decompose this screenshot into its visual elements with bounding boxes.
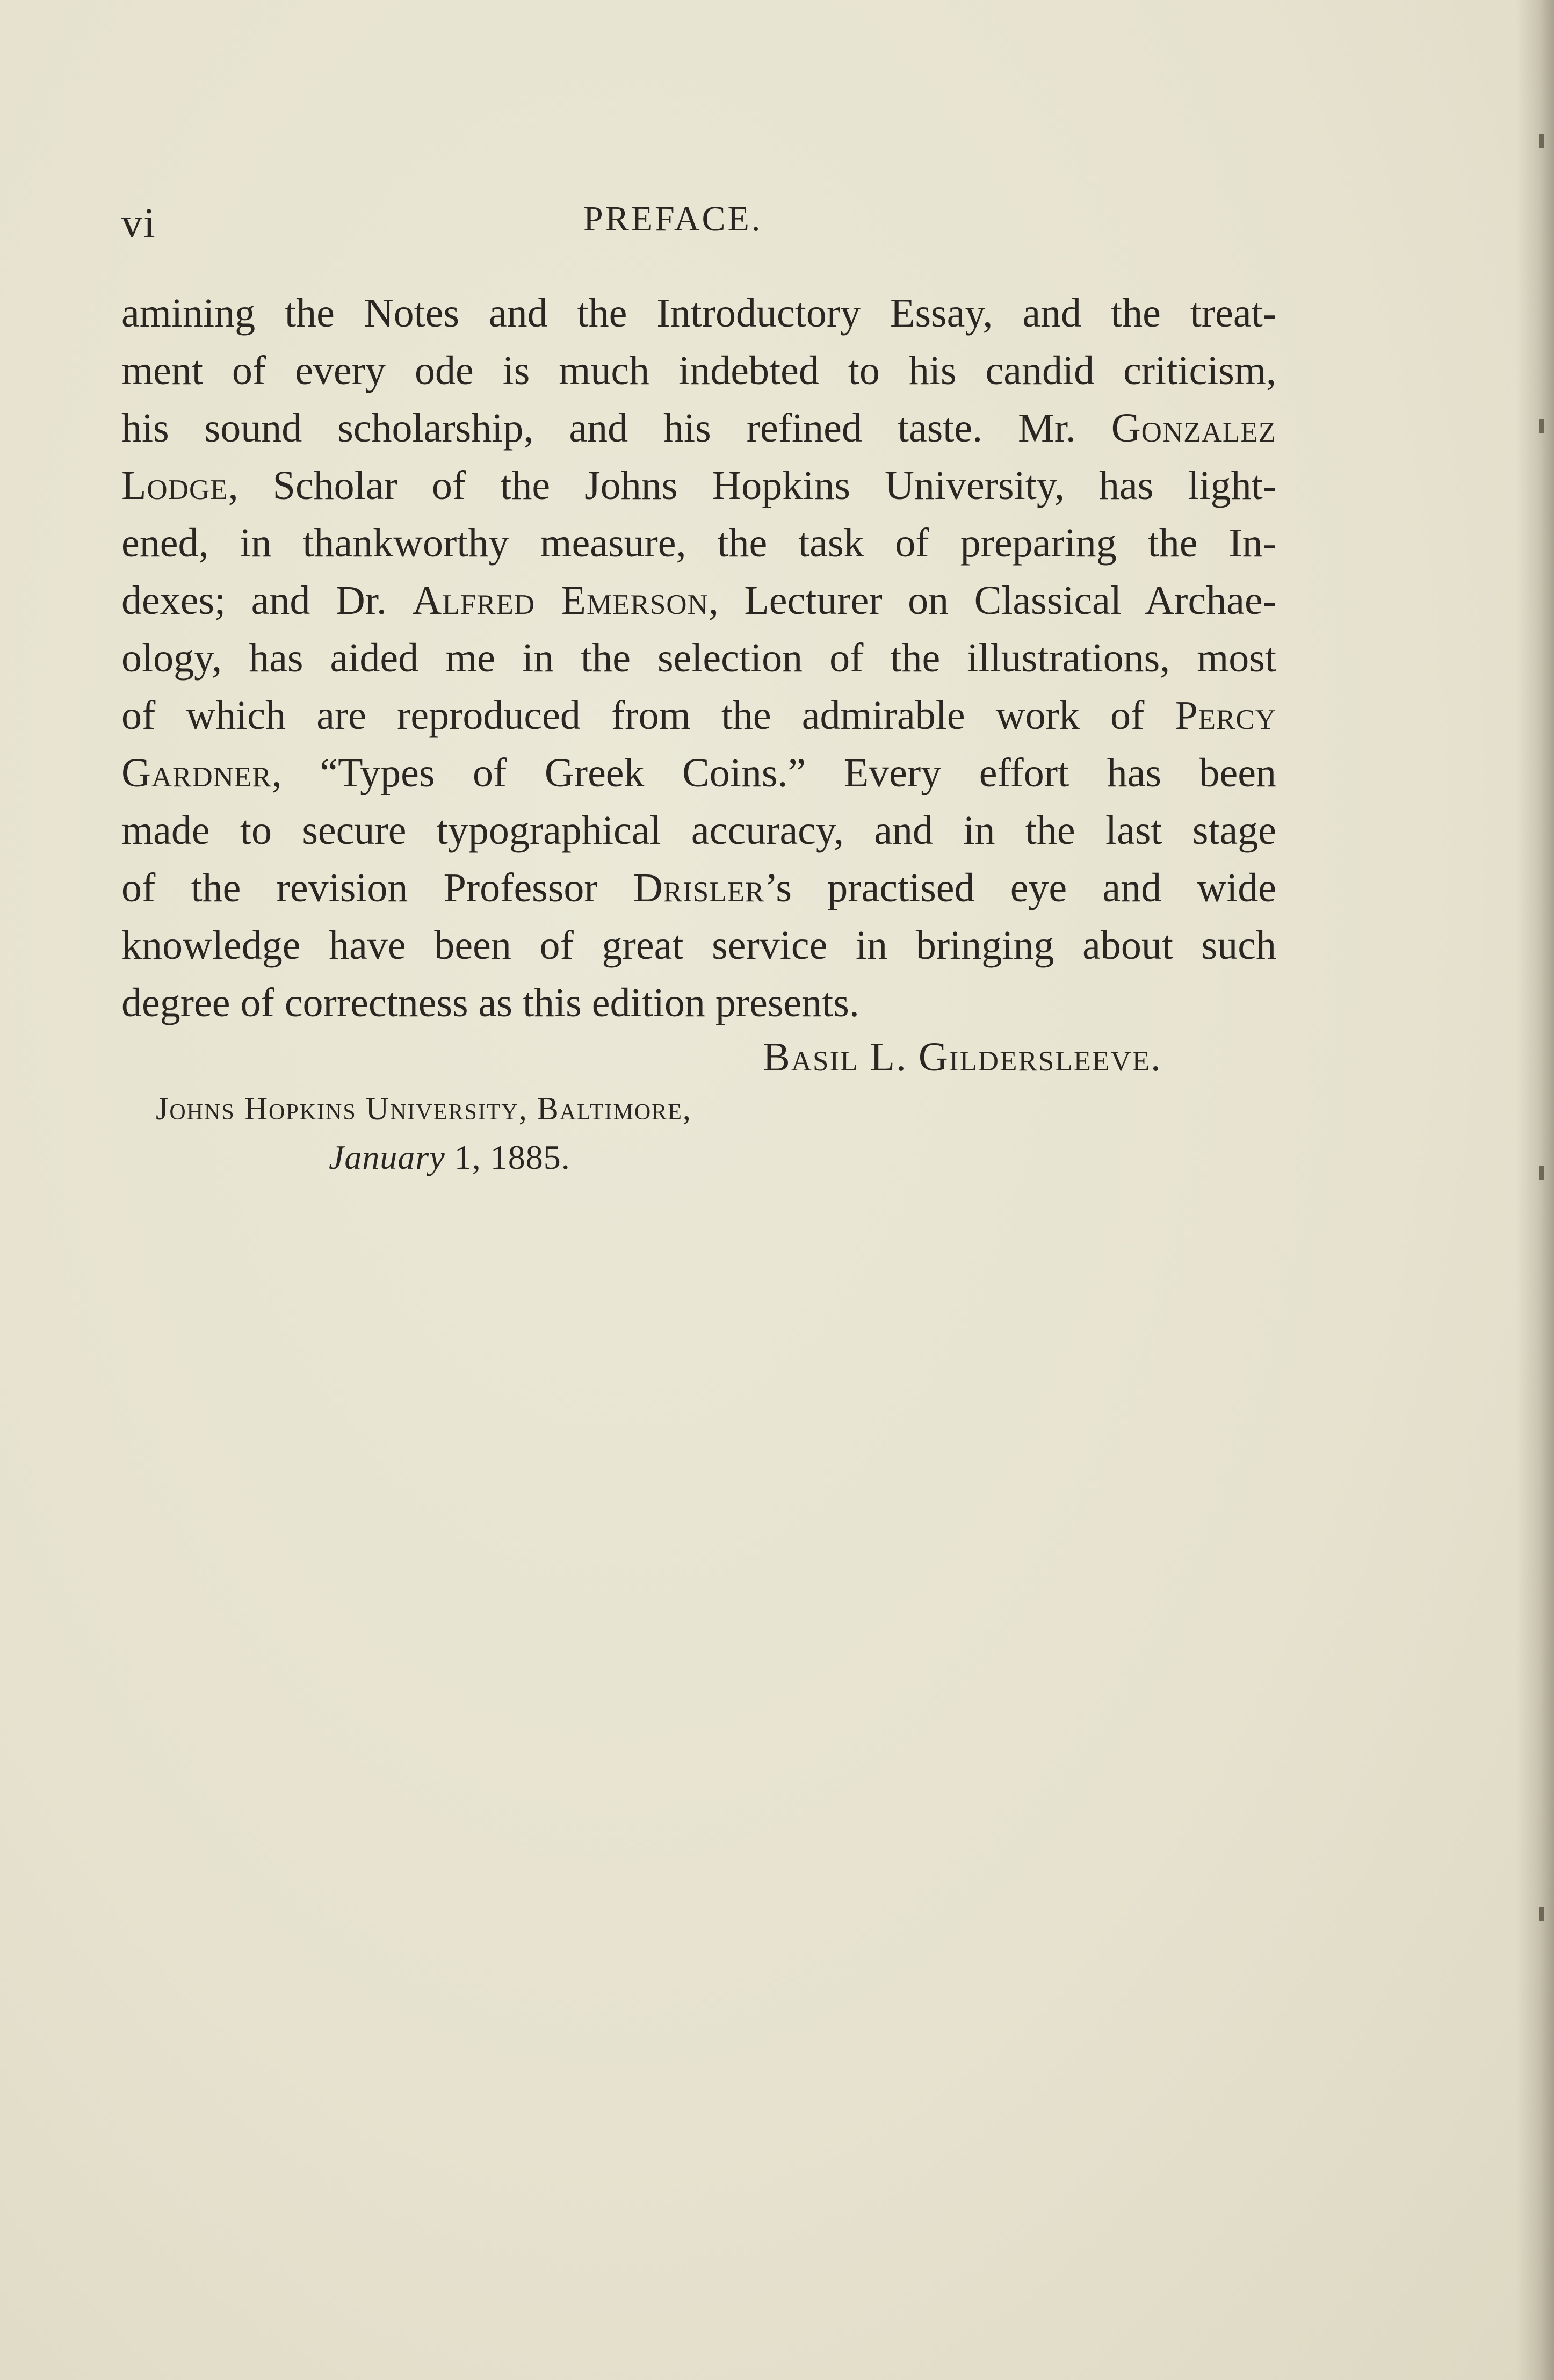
edge-mark	[1539, 419, 1544, 433]
text-line: Gardner, “Types of Greek Coins.” Every effort has been	[121, 750, 1276, 795]
text-line: ology, has aided me in the selection of the illustrations, most	[121, 635, 1276, 681]
edge-mark	[1539, 1907, 1544, 1921]
text-line: made to secure typographical accuracy, and in the last stage	[121, 808, 1276, 853]
text-line: amining the Notes and the Introductory Essay, and the treat-	[121, 291, 1276, 336]
text-line: dexes; and Dr. Alfred Emerson, Lecturer on Classical Archae-	[121, 578, 1276, 623]
text-line: of which are reproduced from the admirable work of Percy	[121, 693, 1276, 738]
running-title: PREFACE.	[583, 199, 763, 238]
dateline-place: Johns Hopkins University, Baltimore,	[156, 1091, 692, 1126]
text-line: degree of correctness as this edition presents.	[121, 980, 859, 1025]
page-number: vi	[121, 199, 156, 246]
text-line: Lodge, Scholar of the Johns Hopkins University, has light-	[121, 463, 1276, 508]
preface-body	[121, 285, 1276, 1032]
page-edge-shadow	[1516, 0, 1554, 2380]
text-line: his sound scholarship, and his refined taste. Mr. Gonzalez	[121, 406, 1276, 451]
author-signature: Basil L. Gildersleeve.	[763, 1035, 1162, 1080]
dateline-date: January 1, 1885.	[329, 1138, 570, 1176]
text-line: of the revision Professor Drisler’s practised eye and wide	[121, 865, 1276, 910]
text-line: ened, in thankworthy measure, the task of preparing the In-	[121, 520, 1276, 566]
edge-mark	[1539, 1166, 1544, 1180]
text-line: knowledge have been of great service in bringing about such	[121, 923, 1276, 968]
edge-mark	[1539, 134, 1544, 148]
text-line: ment of every ode is much indebted to his candid criticism,	[121, 348, 1276, 393]
running-head	[121, 199, 1276, 252]
